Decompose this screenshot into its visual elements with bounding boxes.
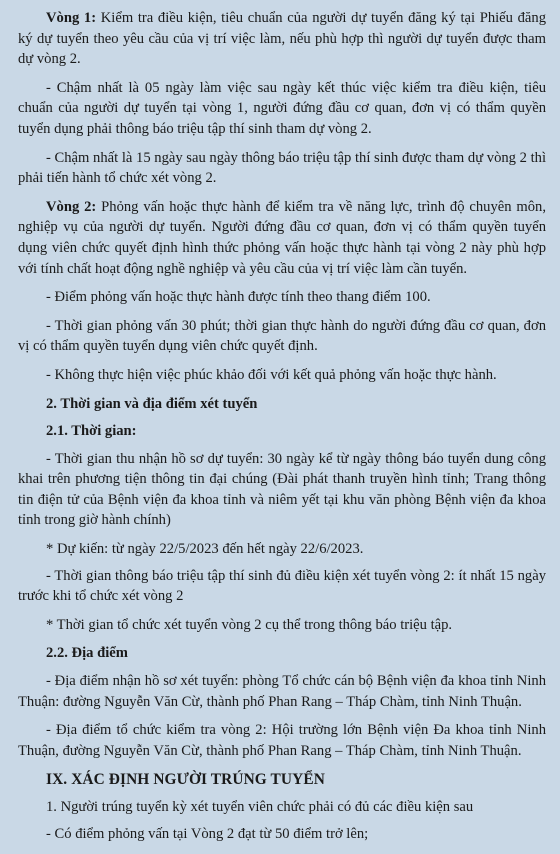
- section-9-heading: IX. XÁC ĐỊNH NGƯỜI TRÚNG TUYỂN: [46, 771, 325, 789]
- interview-time-paragraph: - Thời gian phỏng vấn 30 phút; thời gian thực hành do người đứng đầu cơ quan, đơn vị có thẩm quyền tuyển dụng viên chức quyết định.: [18, 317, 546, 355]
- round1-text: Kiểm tra điều kiện, tiêu chuẩn của người dự tuyển đăng ký tại Phiếu đăng ký dự tuyển theo yêu cầu của vị trí việc làm, nếu phù hợp thì người dự tuyển được tham dự vòng 2.: [18, 10, 546, 68]
- expected-dates-paragraph: * Dự kiến: từ ngày 22/5/2023 đến hết ngày 22/6/2023.: [46, 541, 364, 558]
- round1-label: Vòng 1:: [46, 10, 97, 26]
- section-2-2-heading: 2.2. Địa điểm: [46, 645, 128, 662]
- round2-location-paragraph: - Địa điểm tổ chức kiểm tra vòng 2: Hội trường lớn Bệnh viện Đa khoa tỉnh Ninh Thuận, đường Nguyễn Văn Cừ, thành phố Phan Rang – Tháp Chàm, tỉnh Ninh Thuận.: [18, 722, 546, 759]
- round1-notice-paragraph: - Chậm nhất là 05 ngày làm việc sau ngày kết thúc việc kiểm tra điều kiện, tiêu chuẩn của người dự tuyển tại vòng 1, người đứng đầu cơ quan, đơn vị có thẩm quyền tuyển dụng phải thông báo triệu tập thí sinh tham dự vòng 2.: [18, 79, 546, 137]
- round2-schedule-paragraph: * Thời gian tổ chức xét tuyển vòng 2 cụ thể trong thông báo triệu tập.: [46, 616, 453, 633]
- round2-text: Phỏng vấn hoặc thực hành để kiểm tra về năng lực, trình độ chuyên môn, nghiệp vụ của người dự tuyển. Người đứng đầu cơ quan, đơn vị có thẩm quyền tuyển dụng viên chức quyết định hình thức phỏng vấn hoặc thực hành tại vòng 2 này phù hợp với tính chất hoạt động nghề nghiệp và yêu cầu của vị trí việc làm cần tuyển.: [18, 198, 546, 277]
- round1-paragraph: [18, 8, 546, 70]
- section-2-heading: 2. Thời gian và địa điểm xét tuyển: [46, 395, 258, 412]
- min-score-paragraph: - Có điểm phỏng vấn tại Vòng 2 đạt từ 50 điểm trở lên;: [46, 826, 369, 842]
- section-2-1-heading: 2.1. Thời gian:: [46, 423, 137, 440]
- application-period-paragraph: - Thời gian thu nhận hồ sơ dự tuyển: 30 ngày kể từ ngày thông báo tuyển dung công khai trên phương tiện thông tin đại chúng (Đài phát thanh truyền hình tỉnh; Trang thông tin điện tử của Bệnh viện đa khoa tỉnh và niêm yết tại khu văn phòng Bệnh viện đa khoa tỉnh trong giờ hành chính): [18, 450, 546, 529]
- round2-label: Vòng 2:: [46, 198, 97, 215]
- no-review-paragraph: - Không thực hiện việc phúc khảo đối với kết quả phỏng vấn hoặc thực hành.: [46, 366, 497, 383]
- score-scale-paragraph: - Điểm phỏng vấn hoặc thực hành được tính theo thang điểm 100.: [46, 289, 431, 306]
- winner-conditions-paragraph: 1. Người trúng tuyển kỳ xét tuyển viên chức phải có đủ các điều kiện sau: [46, 799, 474, 816]
- round1-deadline-paragraph: - Chậm nhất là 15 ngày sau ngày thông báo triệu tập thí sinh được tham dự vòng 2 thì phải tiến hành tổ chức xét vòng 2.: [18, 149, 546, 187]
- summon-notice-paragraph: - Thời gian thông báo triệu tập thí sinh đủ điều kiện xét tuyển vòng 2: ít nhất 15 ngày trước khi tổ chức xét vòng 2: [18, 567, 546, 605]
- round2-paragraph: [18, 197, 546, 279]
- application-location-paragraph: - Địa điểm nhận hồ sơ xét tuyển: phòng Tổ chức cán bộ Bệnh viện đa khoa tỉnh Ninh Thuận: đường Nguyễn Văn Cừ, thành phố Phan Rang – Tháp Chàm, tỉnh Ninh Thuận.: [18, 673, 546, 710]
